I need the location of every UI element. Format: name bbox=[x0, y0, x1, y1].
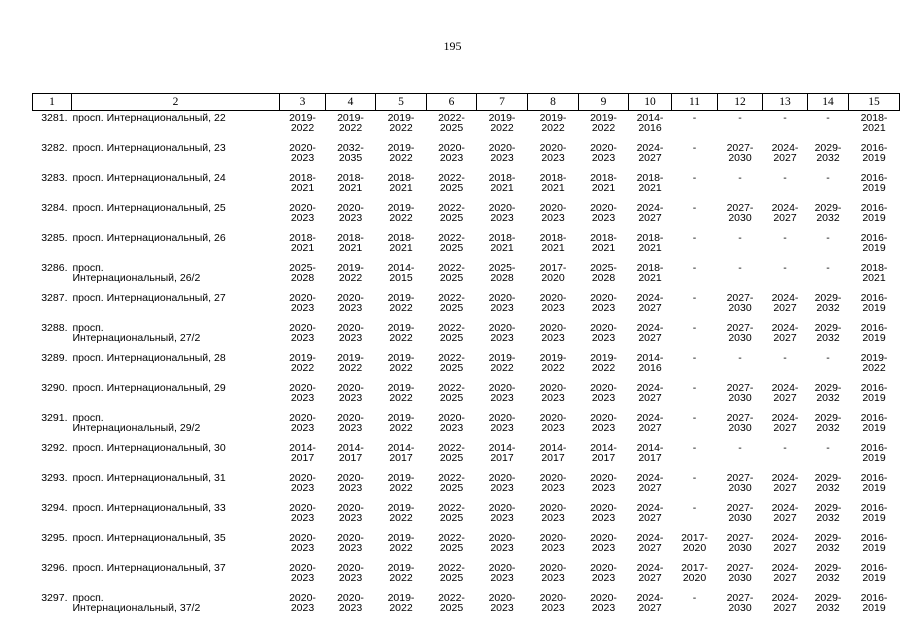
row-number: 3292. bbox=[41, 442, 68, 454]
period-cell: 2024- 2027 bbox=[771, 502, 799, 524]
period-cell: 2020- 2023 bbox=[539, 382, 567, 404]
period-cell: 2020- 2023 bbox=[438, 142, 465, 164]
period-cell: - bbox=[738, 232, 742, 244]
period-cell: 2024- 2027 bbox=[636, 502, 664, 524]
period-cell: - bbox=[783, 442, 787, 454]
row-number: 3296. bbox=[41, 562, 68, 574]
page-number: 195 bbox=[443, 39, 462, 53]
period-cell: 2020- 2023 bbox=[590, 592, 617, 614]
period-cell: 2014- 2017 bbox=[488, 442, 516, 464]
period-cell: 2020- 2023 bbox=[289, 322, 316, 344]
period-cell: 2022- 2025 bbox=[438, 232, 465, 254]
row-number: 3295. bbox=[41, 532, 68, 544]
period-cell: 2020- 2023 bbox=[488, 382, 516, 404]
period-cell: 2014- 2017 bbox=[636, 442, 664, 464]
period-cell: 2022- 2025 bbox=[438, 592, 465, 614]
period-cell: - bbox=[692, 232, 697, 244]
period-cell: 2020- 2023 bbox=[337, 382, 364, 404]
period-cell: 2024- 2027 bbox=[771, 592, 799, 614]
period-cell: 2019- 2022 bbox=[860, 352, 888, 374]
period-cell: 2019- 2022 bbox=[387, 502, 415, 524]
period-cell: 2014- 2017 bbox=[289, 442, 316, 464]
period-cell: 2020- 2023 bbox=[488, 592, 516, 614]
address-cell: просп. Интернациональный, 27 bbox=[72, 292, 226, 304]
address-cell: просп. Интернациональный, 24 bbox=[72, 172, 226, 184]
address-cell: просп. Интернациональный, 31 bbox=[72, 472, 226, 484]
period-cell: 2022- 2025 bbox=[438, 562, 465, 584]
period-cell: 2014- 2016 bbox=[636, 352, 664, 374]
period-cell: 2024- 2027 bbox=[636, 412, 664, 434]
period-cell: 2022- 2025 bbox=[438, 502, 465, 524]
period-cell: 2020- 2023 bbox=[488, 322, 516, 344]
period-cell: 2020- 2023 bbox=[539, 592, 567, 614]
period-cell: - bbox=[692, 112, 697, 124]
period-cell: 2025- 2028 bbox=[488, 262, 516, 284]
row-number: 3283. bbox=[41, 172, 68, 184]
period-cell: - bbox=[692, 262, 697, 274]
address-cell: просп. Интернациональный, 37 bbox=[72, 562, 226, 574]
table-row bbox=[33, 411, 900, 441]
period-cell: 2016- 2019 bbox=[860, 592, 888, 614]
period-cell: 2020- 2023 bbox=[289, 472, 316, 494]
period-cell: 2029- 2032 bbox=[814, 142, 842, 164]
period-cell: 2020- 2023 bbox=[289, 562, 316, 584]
row-number: 3284. bbox=[41, 202, 68, 214]
period-cell: 2016- 2019 bbox=[860, 322, 888, 344]
period-cell: - bbox=[738, 112, 742, 124]
period-cell: 2025- 2028 bbox=[289, 262, 316, 284]
period-cell: 2019- 2022 bbox=[387, 382, 415, 404]
period-cell: 2020- 2023 bbox=[289, 142, 316, 164]
period-cell: 2019- 2022 bbox=[289, 352, 316, 374]
period-cell: 2020- 2023 bbox=[337, 592, 364, 614]
period-cell: 2018- 2021 bbox=[636, 262, 664, 284]
row-number: 3290. bbox=[41, 382, 68, 394]
period-cell: 2020- 2023 bbox=[488, 472, 516, 494]
table-row bbox=[33, 471, 900, 501]
period-cell: 2020- 2023 bbox=[488, 562, 516, 584]
period-cell: 2020- 2023 bbox=[539, 472, 567, 494]
period-cell: - bbox=[738, 262, 742, 274]
period-cell: 2020- 2023 bbox=[289, 502, 316, 524]
period-cell: 2020- 2023 bbox=[289, 532, 316, 554]
period-cell: 2019- 2022 bbox=[488, 112, 516, 134]
period-cell: 2017- 2020 bbox=[539, 262, 567, 284]
period-cell: 2018- 2021 bbox=[337, 232, 364, 254]
period-cell: 2022- 2025 bbox=[438, 352, 465, 374]
period-cell: 2020- 2023 bbox=[539, 532, 567, 554]
period-cell: 2020- 2023 bbox=[539, 502, 567, 524]
period-cell: 2019- 2022 bbox=[289, 112, 316, 134]
period-cell: 2014- 2017 bbox=[590, 442, 617, 464]
address-cell: просп. Интернациональный, 22 bbox=[72, 112, 226, 124]
period-cell: 2019- 2022 bbox=[387, 352, 415, 374]
period-cell: - bbox=[783, 262, 787, 274]
period-cell: 2020- 2023 bbox=[539, 292, 567, 314]
period-cell: 2016- 2019 bbox=[860, 442, 888, 464]
period-cell: 2024- 2027 bbox=[636, 562, 664, 584]
period-cell: 2019- 2022 bbox=[387, 142, 415, 164]
period-cell: 2024- 2027 bbox=[771, 142, 799, 164]
period-cell: 2020- 2023 bbox=[539, 322, 567, 344]
period-cell: 2020- 2023 bbox=[488, 292, 516, 314]
column-header: 10 bbox=[629, 94, 672, 111]
period-cell: 2027- 2030 bbox=[726, 322, 754, 344]
period-cell: 2027- 2030 bbox=[726, 292, 754, 314]
period-cell: - bbox=[783, 112, 787, 124]
period-cell: - bbox=[692, 502, 697, 514]
period-cell: - bbox=[738, 352, 742, 364]
table-row bbox=[33, 111, 900, 142]
table-row bbox=[33, 441, 900, 471]
period-cell: 2020- 2023 bbox=[590, 292, 617, 314]
period-cell: 2020- 2023 bbox=[488, 502, 516, 524]
period-cell: 2020- 2023 bbox=[289, 202, 316, 224]
row-number: 3286. bbox=[41, 262, 68, 274]
period-cell: - bbox=[738, 172, 742, 184]
period-cell: 2016- 2019 bbox=[860, 292, 888, 314]
period-cell: 2024- 2027 bbox=[636, 322, 664, 344]
period-cell: - bbox=[826, 262, 830, 274]
period-cell: - bbox=[692, 592, 697, 604]
row-number: 3291. bbox=[41, 412, 68, 424]
period-cell: 2027- 2030 bbox=[726, 142, 754, 164]
period-cell: 2020- 2023 bbox=[337, 292, 364, 314]
table-body bbox=[33, 111, 900, 622]
period-cell: 2022- 2025 bbox=[438, 472, 465, 494]
period-cell: 2025- 2028 bbox=[590, 262, 617, 284]
period-cell: 2027- 2030 bbox=[726, 592, 754, 614]
table-row bbox=[33, 381, 900, 411]
period-cell: 2020- 2023 bbox=[590, 502, 617, 524]
period-cell: 2019- 2022 bbox=[488, 352, 516, 374]
period-cell: 2018- 2021 bbox=[636, 232, 664, 254]
period-cell: 2018- 2021 bbox=[488, 172, 516, 194]
period-cell: 2020- 2023 bbox=[590, 322, 617, 344]
period-cell: 2020- 2023 bbox=[488, 412, 516, 434]
address-cell: просп. Интернациональный, 26/2 bbox=[72, 262, 201, 284]
table-row bbox=[33, 561, 900, 591]
period-cell: 2019- 2022 bbox=[590, 352, 617, 374]
period-cell: - bbox=[692, 142, 697, 154]
period-cell: 2020- 2023 bbox=[488, 532, 516, 554]
table-row bbox=[33, 291, 900, 321]
period-cell: 2024- 2027 bbox=[636, 382, 664, 404]
period-cell: 2027- 2030 bbox=[726, 532, 754, 554]
table-row bbox=[33, 231, 900, 261]
period-cell: - bbox=[692, 382, 697, 394]
period-cell: 2022- 2025 bbox=[438, 202, 465, 224]
period-cell: 2014- 2017 bbox=[539, 442, 567, 464]
period-cell: 2016- 2019 bbox=[860, 532, 888, 554]
table-row bbox=[33, 201, 900, 231]
address-cell: просп. Интернациональный, 35 bbox=[72, 532, 226, 544]
table-row bbox=[33, 351, 900, 381]
period-cell: - bbox=[692, 352, 697, 364]
table-row bbox=[33, 141, 900, 171]
period-cell: 2019- 2022 bbox=[387, 412, 415, 434]
period-cell: 2029- 2032 bbox=[814, 322, 842, 344]
period-cell: 2024- 2027 bbox=[636, 292, 664, 314]
period-cell: 2020- 2023 bbox=[539, 202, 567, 224]
table-row bbox=[33, 531, 900, 561]
address-cell: просп. Интернациональный, 26 bbox=[72, 232, 226, 244]
period-cell: 2019- 2022 bbox=[387, 532, 415, 554]
period-cell: 2032- 2035 bbox=[337, 142, 364, 164]
period-cell: 2016- 2019 bbox=[860, 562, 888, 584]
period-cell: 2022- 2025 bbox=[438, 262, 465, 284]
period-cell: 2020- 2023 bbox=[590, 202, 617, 224]
period-cell: - bbox=[692, 412, 697, 424]
period-cell: 2016- 2019 bbox=[860, 202, 888, 224]
table-row bbox=[33, 261, 900, 291]
period-cell: 2018- 2021 bbox=[860, 262, 888, 284]
period-cell: 2014- 2017 bbox=[387, 442, 415, 464]
period-cell: 2020- 2023 bbox=[539, 412, 567, 434]
period-cell: 2018- 2021 bbox=[539, 172, 567, 194]
period-cell: 2024- 2027 bbox=[771, 562, 799, 584]
period-cell: 2027- 2030 bbox=[726, 382, 754, 404]
row-number: 3287. bbox=[41, 292, 68, 304]
period-cell: 2022- 2025 bbox=[438, 442, 465, 464]
period-cell: 2022- 2025 bbox=[438, 322, 465, 344]
period-cell: 2027- 2030 bbox=[726, 412, 754, 434]
column-header: 11 bbox=[672, 94, 718, 111]
period-cell: 2016- 2019 bbox=[860, 232, 888, 254]
period-cell: 2018- 2021 bbox=[860, 112, 888, 134]
period-cell: 2029- 2032 bbox=[814, 472, 842, 494]
period-cell: 2016- 2019 bbox=[860, 382, 888, 404]
period-cell: 2019- 2022 bbox=[337, 352, 364, 374]
column-header: 14 bbox=[808, 94, 849, 111]
period-cell: 2022- 2025 bbox=[438, 112, 465, 134]
period-cell: 2027- 2030 bbox=[726, 502, 754, 524]
period-cell: 2019- 2022 bbox=[387, 322, 415, 344]
period-cell: - bbox=[692, 442, 697, 454]
period-cell: 2024- 2027 bbox=[771, 412, 799, 434]
row-number: 3293. bbox=[41, 472, 68, 484]
column-header: 2 bbox=[72, 94, 280, 111]
period-cell: 2018- 2021 bbox=[337, 172, 364, 194]
period-cell: - bbox=[826, 232, 830, 244]
schedule-table bbox=[32, 93, 900, 621]
row-number: 3294. bbox=[41, 502, 68, 514]
period-cell: 2024- 2027 bbox=[636, 142, 664, 164]
period-cell: 2020- 2023 bbox=[590, 142, 617, 164]
period-cell: 2024- 2027 bbox=[771, 292, 799, 314]
address-cell: просп. Интернациональный, 33 bbox=[72, 502, 226, 514]
column-header: 15 bbox=[849, 94, 900, 111]
column-header: 13 bbox=[763, 94, 808, 111]
period-cell: 2020- 2023 bbox=[337, 472, 364, 494]
period-cell: 2018- 2021 bbox=[636, 172, 664, 194]
period-cell: 2019- 2022 bbox=[590, 112, 617, 134]
period-cell: 2018- 2021 bbox=[387, 232, 415, 254]
period-cell: 2020- 2023 bbox=[289, 292, 316, 314]
period-cell: - bbox=[783, 232, 787, 244]
row-number: 3297. bbox=[41, 592, 68, 604]
period-cell: 2024- 2027 bbox=[636, 532, 664, 554]
period-cell: 2016- 2019 bbox=[860, 412, 888, 434]
period-cell: 2020- 2023 bbox=[438, 412, 465, 434]
period-cell: 2020- 2023 bbox=[337, 532, 364, 554]
column-header: 12 bbox=[718, 94, 763, 111]
column-header: 6 bbox=[427, 94, 477, 111]
address-cell: просп. Интернациональный, 25 bbox=[72, 202, 226, 214]
period-cell: 2018- 2021 bbox=[590, 172, 617, 194]
period-cell: 2020- 2023 bbox=[539, 142, 567, 164]
row-number: 3289. bbox=[41, 352, 68, 364]
period-cell: 2019- 2022 bbox=[387, 112, 415, 134]
period-cell: - bbox=[738, 442, 742, 454]
period-cell: 2014- 2016 bbox=[636, 112, 664, 134]
period-cell: - bbox=[692, 172, 697, 184]
period-cell: - bbox=[783, 352, 787, 364]
period-cell: 2020- 2023 bbox=[539, 562, 567, 584]
header-row bbox=[33, 94, 900, 111]
period-cell: 2029- 2032 bbox=[814, 562, 842, 584]
period-cell: 2029- 2032 bbox=[814, 592, 842, 614]
row-number: 3282. bbox=[41, 142, 68, 154]
row-number: 3288. bbox=[41, 322, 68, 334]
period-cell: 2020- 2023 bbox=[590, 532, 617, 554]
period-cell: 2019- 2022 bbox=[337, 262, 364, 284]
period-cell: 2020- 2023 bbox=[590, 472, 617, 494]
row-number: 3281. bbox=[41, 112, 68, 124]
table-row bbox=[33, 321, 900, 351]
period-cell: 2017- 2020 bbox=[681, 562, 708, 584]
period-cell: 2020- 2023 bbox=[337, 322, 364, 344]
address-cell: просп. Интернациональный, 29/2 bbox=[72, 412, 201, 434]
period-cell: 2029- 2032 bbox=[814, 202, 842, 224]
period-cell: 2027- 2030 bbox=[726, 472, 754, 494]
period-cell: 2024- 2027 bbox=[771, 532, 799, 554]
period-cell: 2020- 2023 bbox=[590, 382, 617, 404]
period-cell: 2016- 2019 bbox=[860, 172, 888, 194]
period-cell: - bbox=[826, 352, 830, 364]
column-header: 1 bbox=[33, 94, 72, 111]
period-cell: 2019- 2022 bbox=[337, 112, 364, 134]
period-cell: 2020- 2023 bbox=[289, 412, 316, 434]
period-cell: 2020- 2023 bbox=[289, 592, 316, 614]
period-cell: 2018- 2021 bbox=[387, 172, 415, 194]
address-cell: просп. Интернациональный, 28 bbox=[72, 352, 226, 364]
period-cell: 2027- 2030 bbox=[726, 562, 754, 584]
table-row bbox=[33, 591, 900, 621]
period-cell: 2029- 2032 bbox=[814, 532, 842, 554]
column-header: 3 bbox=[280, 94, 326, 111]
period-cell: - bbox=[826, 172, 830, 184]
period-cell: 2024- 2027 bbox=[636, 592, 664, 614]
address-cell: просп. Интернациональный, 27/2 bbox=[72, 322, 201, 344]
period-cell: 2019- 2022 bbox=[387, 592, 415, 614]
period-cell: 2019- 2022 bbox=[387, 472, 415, 494]
period-cell: 2018- 2021 bbox=[289, 172, 316, 194]
period-cell: 2016- 2019 bbox=[860, 472, 888, 494]
period-cell: - bbox=[826, 112, 830, 124]
period-cell: 2020- 2023 bbox=[590, 412, 617, 434]
period-cell: 2024- 2027 bbox=[636, 472, 664, 494]
period-cell: 2020- 2023 bbox=[488, 142, 516, 164]
period-cell: 2016- 2019 bbox=[860, 142, 888, 164]
period-cell: 2029- 2032 bbox=[814, 382, 842, 404]
column-header: 9 bbox=[579, 94, 629, 111]
period-cell: - bbox=[692, 202, 697, 214]
address-cell: просп. Интернациональный, 29 bbox=[72, 382, 226, 394]
address-cell: просп. Интернациональный, 23 bbox=[72, 142, 226, 154]
period-cell: 2027- 2030 bbox=[726, 202, 754, 224]
address-cell: просп. Интернациональный, 30 bbox=[72, 442, 226, 454]
period-cell: 2029- 2032 bbox=[814, 292, 842, 314]
period-cell: 2020- 2023 bbox=[289, 382, 316, 404]
period-cell: 2014- 2017 bbox=[337, 442, 364, 464]
period-cell: 2020- 2023 bbox=[488, 202, 516, 224]
address-cell: просп. Интернациональный, 37/2 bbox=[72, 592, 201, 614]
period-cell: 2024- 2027 bbox=[771, 382, 799, 404]
period-cell: - bbox=[692, 472, 697, 484]
period-cell: 2018- 2021 bbox=[289, 232, 316, 254]
period-cell: 2019- 2022 bbox=[539, 112, 567, 134]
period-cell: 2019- 2022 bbox=[387, 202, 415, 224]
period-cell: 2022- 2025 bbox=[438, 382, 465, 404]
period-cell: 2020- 2023 bbox=[337, 412, 364, 434]
column-header: 8 bbox=[528, 94, 579, 111]
period-cell: 2020- 2023 bbox=[337, 562, 364, 584]
period-cell: 2019- 2022 bbox=[387, 292, 415, 314]
table-row bbox=[33, 171, 900, 201]
period-cell: 2018- 2021 bbox=[488, 232, 516, 254]
period-cell: 2014- 2015 bbox=[387, 262, 415, 284]
period-cell: 2020- 2023 bbox=[337, 202, 364, 224]
table-row bbox=[33, 501, 900, 531]
period-cell: 2024- 2027 bbox=[636, 202, 664, 224]
period-cell: - bbox=[692, 322, 697, 334]
column-header: 4 bbox=[326, 94, 376, 111]
period-cell: 2029- 2032 bbox=[814, 502, 842, 524]
period-cell: 2016- 2019 bbox=[860, 502, 888, 524]
column-header: 5 bbox=[376, 94, 427, 111]
row-number: 3285. bbox=[41, 232, 68, 244]
period-cell: 2018- 2021 bbox=[590, 232, 617, 254]
period-cell: 2022- 2025 bbox=[438, 172, 465, 194]
period-cell: 2020- 2023 bbox=[337, 502, 364, 524]
period-cell: - bbox=[826, 442, 830, 454]
period-cell: 2017- 2020 bbox=[681, 532, 708, 554]
period-cell: 2018- 2021 bbox=[539, 232, 567, 254]
period-cell: 2029- 2032 bbox=[814, 412, 842, 434]
period-cell: 2019- 2022 bbox=[539, 352, 567, 374]
period-cell: 2022- 2025 bbox=[438, 292, 465, 314]
period-cell: 2022- 2025 bbox=[438, 532, 465, 554]
period-cell: - bbox=[692, 292, 697, 304]
period-cell: 2019- 2022 bbox=[387, 562, 415, 584]
period-cell: 2024- 2027 bbox=[771, 202, 799, 224]
period-cell: 2020- 2023 bbox=[590, 562, 617, 584]
period-cell: 2024- 2027 bbox=[771, 322, 799, 344]
period-cell: 2024- 2027 bbox=[771, 472, 799, 494]
period-cell: - bbox=[783, 172, 787, 184]
column-header: 7 bbox=[477, 94, 528, 111]
